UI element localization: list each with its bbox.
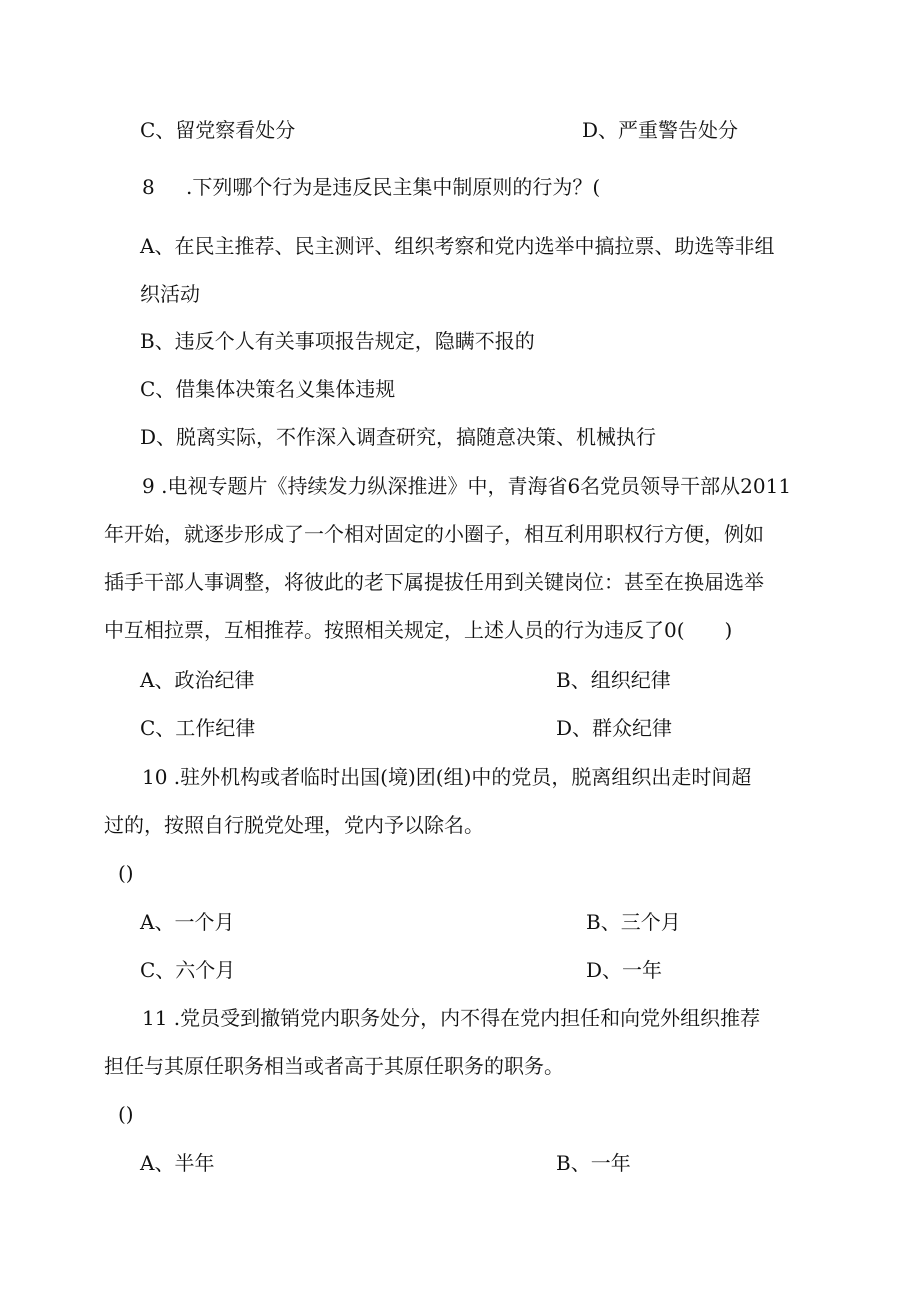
q9-option-b: B、组织纪律 xyxy=(556,668,671,692)
q8-option-a-line1: A、在民主推荐、民主测评、组织考察和党内选举中搞拉票、助选等非组 xyxy=(140,234,775,258)
q8-stem: .下列哪个行为是违反民主集中制原则的行为？( xyxy=(186,175,601,199)
q10-option-b: B、三个月 xyxy=(586,910,681,934)
q7-option-c: C、留党察看处分 xyxy=(140,118,296,142)
q10-stem-line1: 10 .驻外机构或者临时出国(境)团(组)中的党员，脱离组织出走时间超 xyxy=(142,765,752,789)
q10-answer-blank: () xyxy=(118,861,134,885)
q9-option-c: C、工作纪律 xyxy=(140,716,256,740)
q11-option-a: A、半年 xyxy=(140,1151,215,1175)
q8-number: 8 xyxy=(142,175,155,199)
q10-stem-line2: 过的，按照自行脱党处理，党内予以除名。 xyxy=(104,813,484,837)
q9-stem-line2: 年开始，就逐步形成了一个相对固定的小圈子，相互利用职权行方便，例如 xyxy=(104,522,764,546)
q9-option-d: D、群众纪律 xyxy=(556,716,673,740)
q11-stem-line1: 11 .党员受到撤销党内职务处分，内不得在党内担任和向党外组织推荐 xyxy=(142,1006,761,1030)
q8-option-a-line2: 织活动 xyxy=(140,282,200,306)
q8-option-d: D、脱离实际，不作深入调查研究，搞随意决策、机械执行 xyxy=(140,425,657,449)
q9-option-a: A、政治纪律 xyxy=(140,668,255,692)
q11-stem-line2: 担任与其原任职务相当或者高于其原任职务的职务。 xyxy=(104,1054,564,1078)
q9-stem-line4: 中互相拉票，互相推荐。按照相关规定，上述人员的行为违反了0( ) xyxy=(104,618,733,642)
q7-option-d: D、严重警告处分 xyxy=(582,118,739,142)
q10-option-d: D、一年 xyxy=(586,958,663,982)
q10-option-a: A、一个月 xyxy=(140,910,235,934)
q8-option-b: B、违反个人有关事项报告规定，隐瞒不报的 xyxy=(140,329,535,353)
q8-option-c: C、借集体决策名义集体违规 xyxy=(140,377,396,401)
q11-option-b: B、一年 xyxy=(556,1151,631,1175)
q9-stem-line3: 插手干部人事调整，将彼此的老下属提拔任用到关键岗位：甚至在换届选举 xyxy=(104,570,764,594)
q10-option-c: C、六个月 xyxy=(140,958,236,982)
q11-answer-blank: () xyxy=(118,1102,134,1126)
q9-stem-line1: 9 .电视专题片《持续发力纵深推进》中，青海省6名党员领导干部从2011 xyxy=(142,474,792,498)
